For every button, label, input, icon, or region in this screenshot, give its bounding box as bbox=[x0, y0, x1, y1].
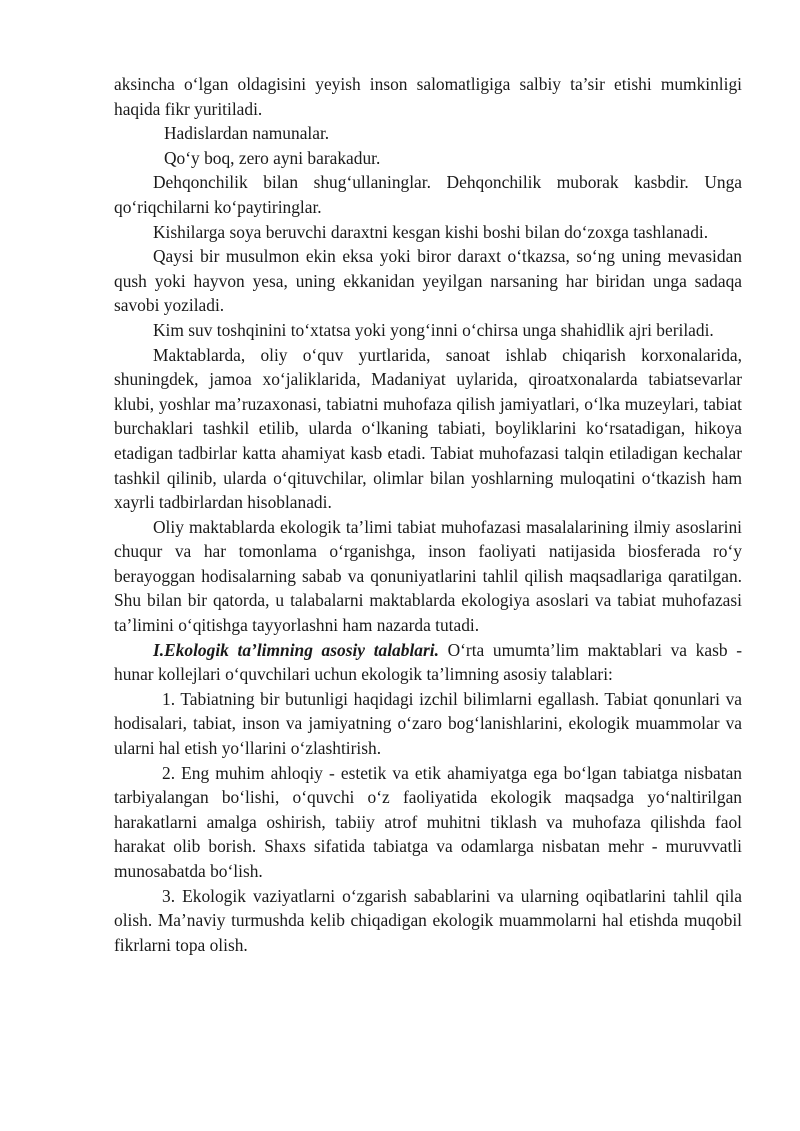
section-heading-continuation: O‘rta umumta’lim maktablari va kasb - hunar kollejlari o‘quvchilari uchun ekologik ta’limning asosiy talablari: bbox=[114, 639, 742, 685]
paragraph-hadith-2: Dehqonchilik bilan shug‘ullaninglar. Dehqonchilik muborak kasbdir. Unga qo‘riqchilarni ko‘paytiringlar. bbox=[114, 172, 742, 217]
paragraph-intro-continuation: aksincha o‘lgan oldagisini yeyish inson salomatligiga salbiy ta’sir etishi mumkinligi haqida fikr yuritiladi. bbox=[114, 74, 742, 119]
paragraph-higher-education: Oliy maktablarda ekologik ta’limi tabiat muhofazasi masalalarining ilmiy asoslarini chuqur va har tomonlama o‘rganishga, inson faoliyati natijasida biosferada ro‘y berayoggan hodisalarning sabab va qonuniyatlarini tahlil qilish maqsadlariga qaratilgan. Shu bilan bir qatorda, u talabalarni maktablarda ekologiya asoslari va tabiat muhofazasi ta’limini o‘qitishga tayyorlashni ham nazarda tutadi. bbox=[114, 516, 742, 636]
paragraph-hadith-1: Qo‘y boq, zero ayni barakadur. bbox=[164, 147, 381, 168]
paragraph-hadith-4: Qaysi bir musulmon ekin eksa yoki biror daraxt o‘tkazsa, so‘ng uning mevasidan qush yoki hayvon yesa, uning ekkanidan yeyilgan narsaning har biridan unga sadaqa savobi yoziladi. bbox=[114, 246, 742, 316]
paragraph-schools-activities: Maktablarda, oliy o‘quv yurtlarida, sanoat ishlab chiqarish korxonalarida, shuningdek, jamoa xo‘jaliklarida, Madaniyat uylarida, qiroatxonalarda tabiatsevarlar klubi, yoshlar ma’ruzaxonasi, tabiatni muhofaza qilish jamiyatlari, o‘lka muzeylari, tabiat burchaklari tashkil etilib, ularda o‘lkaning tabiati, boyliklarini ko‘rsatadigan, hikoya etadigan tadbirlar katta ahamiyat kasb etadi. Tabiat muhofazasi talqin etiladigan kechalar tashkil qilinib, ularda o‘qituvchilar, olimlar bilan yoshlarning muloqatini o‘tkazish ham xayrli tadbirlardan hisoblanadi. bbox=[114, 344, 742, 513]
list-item-3: 3. Ekologik vaziyatlarni o‘zgarish sabablarini va ularning oqibatlarini tahlil qila olish. Ma’naviy turmushda kelib chiqadigan ekologik muammolarni hal etishda muqobil fikrlarni topa olish. bbox=[114, 885, 742, 955]
section-heading: I.Ekologik ta’limning asosiy talablari. bbox=[153, 639, 439, 660]
list-item-1: 1. Tabiatning bir butunligi haqidagi izchil bilimlarni egallash. Tabiat qonunlari va hodisalari, tabiat, inson va jamiyatning o‘zaro bog‘lanishlarini, ekologik muammolar va ularni hal etish yo‘llarini o‘zlashtirish. bbox=[114, 688, 742, 759]
paragraph-hadith-heading: Hadislardan namunalar. bbox=[164, 123, 330, 144]
paragraph-requirements-intro bbox=[114, 638, 742, 687]
document-page bbox=[114, 72, 742, 957]
paragraph-hadith-3: Kishilarga soya beruvchi daraxtni kesgan kishi boshi bilan do‘zoxga tashlanadi. bbox=[153, 221, 709, 242]
paragraph-hadith-5: Kim suv toshqinini to‘xtatsa yoki yong‘inni o‘chirsa unga shahidlik ajri beriladi. bbox=[153, 319, 714, 340]
list-item-2: 2. Eng muhim ahloqiy - estetik va etik ahamiyatga ega bo‘lgan tabiatga nisbatan tarbiyalangan bo‘lishi, o‘quvchi o‘z faoliyatida ekologik maqsadga yo‘naltirilgan harakatlarni amalga oshirish, tabiiy atrof muhitni tiklash va muhofaza qilishda faol harakat olib borish. Shaxs sifatida tabiatga va odamlarga nisbatan mehr - muruvvatli munosabatda bo‘lish. bbox=[114, 762, 742, 881]
